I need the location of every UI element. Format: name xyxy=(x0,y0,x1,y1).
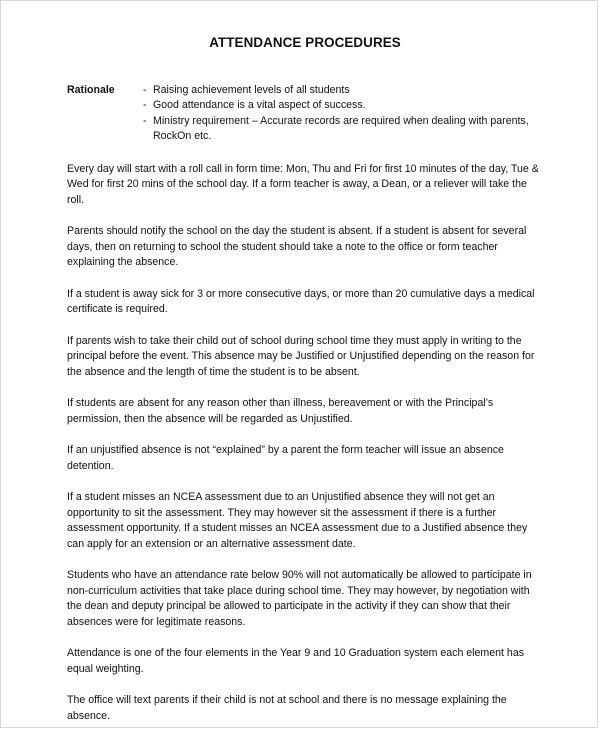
rationale-item xyxy=(143,98,543,114)
paragraph-leave-request: If parents wish to take their child out of school during school time they must apply in writing to the principal before the event. This absence may be Justified or Unjustified depending on the reason for the absence and the length of time the student is to be absent. xyxy=(67,334,535,378)
paragraph-detention: If an unjustified absence is not “explained” by a parent the form teacher will issue an absence detention. xyxy=(67,444,504,472)
dash-bullet: - xyxy=(143,99,147,111)
paragraph-notify-absence: Parents should notify the school on the day the student is absent. If a student is absent for several days, then on returning to school the student should take a note to the office or form teacher explaining the absence. xyxy=(67,225,527,268)
paragraph-text-parents: The office will text parents if their child is not at school and there is no message explaining the absence. xyxy=(67,694,507,722)
dash-bullet: - xyxy=(143,114,147,127)
document-title: ATTENDANCE PROCEDURES xyxy=(209,35,401,50)
rationale-item-text: Raising achievement levels of all students xyxy=(153,83,350,96)
rationale-list xyxy=(143,83,543,145)
rationale-item xyxy=(143,83,543,99)
rationale-item xyxy=(143,114,543,145)
dash-bullet: - xyxy=(143,83,147,96)
document-body xyxy=(67,35,543,740)
paragraph-roll-call: Every day will start with a roll call in form time: Mon, Thu and Fri for first 10 minutes of the day, Tue & Wed for first 20 mins of the school day. If a form teacher is away, a Dean, or a reliever will take the roll. xyxy=(67,162,539,206)
rationale-item-text: Ministry requirement – Accurate records are required when dealing with parents, RockOn etc. xyxy=(153,114,529,142)
rationale-item-text: Good attendance is a vital aspect of success. xyxy=(153,99,366,111)
paragraph-graduation: Attendance is one of the four elements in the Year 9 and 10 Graduation system each element has equal weighting. xyxy=(67,647,525,675)
paragraph-attendance-rate: Students who have an attendance rate below 90% will not automatically be allowed to participate in non-curriculum activities that take place during school time. They may however, by negotiation with the dean and deputy principal be allowed to participate in the activity if they can show that their absences were for legitimate reasons. xyxy=(67,569,532,628)
rationale-section xyxy=(67,83,543,145)
paragraph-ncea: If a student misses an NCEA assessment due to an Unjustified absence they will not get an opportunity to sit the assessment. They may however sit the assessment if there is a further assessment opportunity. If a student misses an NCEA assessment due to a Justified absence they can apply for an extension or an alternative assessment date. xyxy=(67,491,528,550)
rationale-label: Rationale xyxy=(67,83,115,96)
paragraph-unjustified: If students are absent for any reason other than illness, bereavement or with the Principal’s permission, then the absence will be regarded as Unjustified. xyxy=(67,397,494,425)
paragraph-medical-certificate: If a student is away sick for 3 or more consecutive days, or more than 20 cumulative days a medical certificate is required. xyxy=(67,287,535,315)
